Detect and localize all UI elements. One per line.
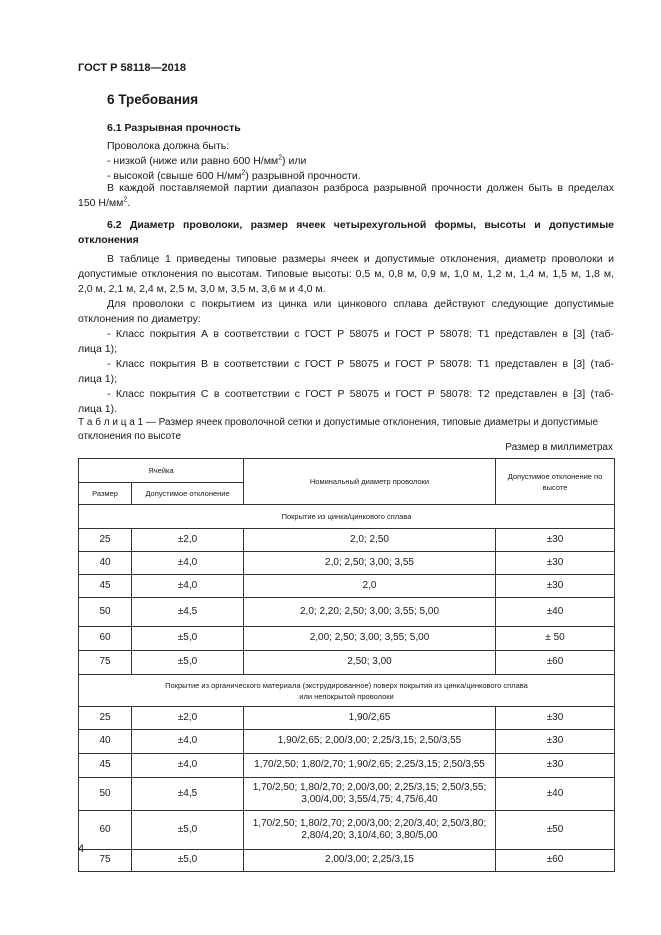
paragraph-line: В таблице 1 приведены типовые размеры ячеек и допустимые отклонения, диаметр проволоки и bbox=[107, 253, 614, 265]
cell-size: 40 bbox=[79, 730, 132, 754]
cell-tolerance: ±4,0 bbox=[132, 730, 244, 754]
table-row bbox=[79, 529, 615, 552]
cell-tolerance: ±4,0 bbox=[132, 575, 244, 598]
cell-size: 45 bbox=[79, 754, 132, 778]
requirements-table bbox=[78, 458, 615, 872]
cell-size: 45 bbox=[79, 575, 132, 598]
table-row bbox=[79, 850, 615, 872]
subsection-6-2-title: 6.2 Диаметр проволоки, размер ячеек четырехугольной формы, высоты и допустимые bbox=[107, 219, 614, 231]
cell-diameter: 1,70/2,50; 1,80/2,70; 2,00/3,00; 2,20/3,40; 2,50/3,80; 2,80/4,20; 3,10/4,60; 3,80/5,00 bbox=[244, 811, 496, 850]
paragraph-line: В каждой поставляемой партии диапазон разброса разрывной прочности должен быть в пределах bbox=[107, 182, 614, 194]
cell-height-tolerance: ±60 bbox=[496, 651, 615, 675]
table-row bbox=[79, 627, 615, 651]
table-row bbox=[79, 754, 615, 778]
cell-height-tolerance: ±30 bbox=[496, 575, 615, 598]
subsection-6-2-title-cont: отклонения bbox=[78, 234, 139, 246]
table-row bbox=[79, 552, 615, 575]
cell-tolerance: ±2,0 bbox=[132, 707, 244, 730]
cell-diameter: 1,90/2,65; 2,00/3,00; 2,25/3,15; 2,50/3,55 bbox=[244, 730, 496, 754]
cell-height-tolerance: ±40 bbox=[496, 778, 615, 811]
table-row bbox=[79, 707, 615, 730]
cell-diameter: 2,00/3,00; 2,25/3,15 bbox=[244, 850, 496, 872]
header-size: Размер bbox=[79, 483, 132, 505]
cell-size: 75 bbox=[79, 651, 132, 675]
paragraph-line: 150 $Н/мм^2$. bbox=[78, 196, 131, 209]
cell-diameter: 2,0; 2,50; 3,00; 3,55 bbox=[244, 552, 496, 575]
document-header: ГОСТ Р 58118—2018 bbox=[78, 62, 186, 74]
cell-diameter: 2,50; 3,00 bbox=[244, 651, 496, 675]
cell-height-tolerance: ±30 bbox=[496, 552, 615, 575]
section-title: 6 Требования bbox=[107, 92, 199, 107]
list-item-class-c: - Класс покрытия С в соответствии с ГОСТ Р 58075 и ГОСТ Р 58078: Т2 представлен в [3] (таб- bbox=[107, 388, 614, 400]
cell-size: 25 bbox=[79, 707, 132, 730]
cell-diameter: 2,0; 2,20; 2,50; 3,00; 3,55; 5,00 bbox=[244, 598, 496, 627]
header-tolerance: Допустимое отклонение bbox=[132, 483, 244, 505]
table-units: Размер в миллиметрах bbox=[505, 442, 613, 453]
cell-diameter: 2,0 bbox=[244, 575, 496, 598]
cell-height-tolerance: ±30 bbox=[496, 730, 615, 754]
cell-size: 60 bbox=[79, 627, 132, 651]
cell-height-tolerance: ± 50 bbox=[496, 627, 615, 651]
table-row bbox=[79, 811, 615, 850]
group-title-organic: Покрытие из органического материала (экструдированное) поверх покрытия из цинка/цинкового сплава или непокрытой проволоки bbox=[79, 675, 615, 707]
cell-diameter: 2,00; 2,50; 3,00; 3,55; 5,00 bbox=[244, 627, 496, 651]
table-row bbox=[79, 730, 615, 754]
group-title-zinc: Покрытие из цинка/цинкового сплава bbox=[79, 505, 615, 529]
cell-diameter: 1,70/2,50; 1,80/2,70; 2,00/3,00; 2,25/3,15; 2,50/3,55; 3,00/4,00; 3,55/4,75; 4,75/6,40 bbox=[244, 778, 496, 811]
paragraph-line: допустимые отклонения по высотам. Типовые высоты: 0,5 м, 0,8 м, 0,9 м, 1,0 м, 1,2 м, 1,4 м, 1,5 м, 1,8 м, bbox=[78, 268, 614, 280]
cell-size: 40 bbox=[79, 552, 132, 575]
cell-size: 75 bbox=[79, 850, 132, 872]
page-number: 4 bbox=[78, 843, 85, 855]
cell-height-tolerance: ±60 bbox=[496, 850, 615, 872]
table-row bbox=[79, 575, 615, 598]
list-item-class-b: - Класс покрытия В в соответствии с ГОСТ Р 58075 и ГОСТ Р 58078: Т1 представлен в [3] (таб- bbox=[107, 358, 614, 370]
list-item-class-b-cont: лица 1); bbox=[78, 373, 118, 385]
cell-size: 25 bbox=[79, 529, 132, 552]
cell-size: 60 bbox=[79, 811, 132, 850]
paragraph-line: 2,0 м, 2,1 м, 2,4 м, 2,5 м, 3,0 м, 3,5 м, 3,6 м и 4,0 м. bbox=[78, 283, 326, 295]
cell-diameter: 2,0; 2,50 bbox=[244, 529, 496, 552]
subsection-6-1-title: 6.1 Разрывная прочность bbox=[107, 122, 241, 134]
paragraph-line: Проволока должна быть: bbox=[107, 140, 230, 152]
table-row bbox=[79, 778, 615, 811]
cell-size: 50 bbox=[79, 778, 132, 811]
header-height-tolerance: Допустимое отклонение по высоте bbox=[496, 459, 615, 505]
list-item-class-c-cont: лица 1). bbox=[78, 403, 118, 415]
cell-tolerance: ±4,5 bbox=[132, 598, 244, 627]
cell-diameter: 1,90/2,65 bbox=[244, 707, 496, 730]
cell-height-tolerance: ±30 bbox=[496, 529, 615, 552]
cell-height-tolerance: ±30 bbox=[496, 707, 615, 730]
list-item-high-strength: - высокой (свыше 600 $Н/мм^2$) разрывной прочности. bbox=[107, 169, 361, 182]
cell-tolerance: ±4,0 bbox=[132, 754, 244, 778]
cell-height-tolerance: ±40 bbox=[496, 598, 615, 627]
table-caption: Т а б л и ц а 1 — Размер ячеек проволочной сетки и допустимые отклонения, типовые диаметры и допустимые отклонения по высоте bbox=[78, 417, 599, 442]
cell-tolerance: ±5,0 bbox=[132, 811, 244, 850]
cell-height-tolerance: ±30 bbox=[496, 754, 615, 778]
cell-tolerance: ±5,0 bbox=[132, 651, 244, 675]
cell-tolerance: ±2,0 bbox=[132, 529, 244, 552]
table-row bbox=[79, 598, 615, 627]
cell-tolerance: ±5,0 bbox=[132, 627, 244, 651]
cell-diameter: 1,70/2,50; 1,80/2,70; 1,90/2,65; 2,25/3,15; 2,50/3,55 bbox=[244, 754, 496, 778]
list-item-class-a: - Класс покрытия А в соответствии с ГОСТ Р 58075 и ГОСТ Р 58078: Т1 представлен в [3] (таб- bbox=[107, 328, 614, 340]
paragraph-line: Для проволоки с покрытием из цинка или цинкового сплава действуют следующие допустимые bbox=[107, 298, 614, 310]
list-item-class-a-cont: лица 1); bbox=[78, 343, 118, 355]
paragraph-line: отклонения по диаметру: bbox=[78, 313, 201, 325]
cell-size: 50 bbox=[79, 598, 132, 627]
cell-height-tolerance: ±50 bbox=[496, 811, 615, 850]
header-diameter: Номинальный диаметр проволоки bbox=[244, 459, 496, 505]
header-cell: Ячейка bbox=[79, 459, 244, 483]
cell-tolerance: ±4,0 bbox=[132, 552, 244, 575]
cell-tolerance: ±5,0 bbox=[132, 850, 244, 872]
list-item-low-strength: - низкой (ниже или равно 600 $Н/мм^2$) или bbox=[107, 154, 307, 167]
cell-tolerance: ±4,5 bbox=[132, 778, 244, 811]
table-row bbox=[79, 651, 615, 675]
